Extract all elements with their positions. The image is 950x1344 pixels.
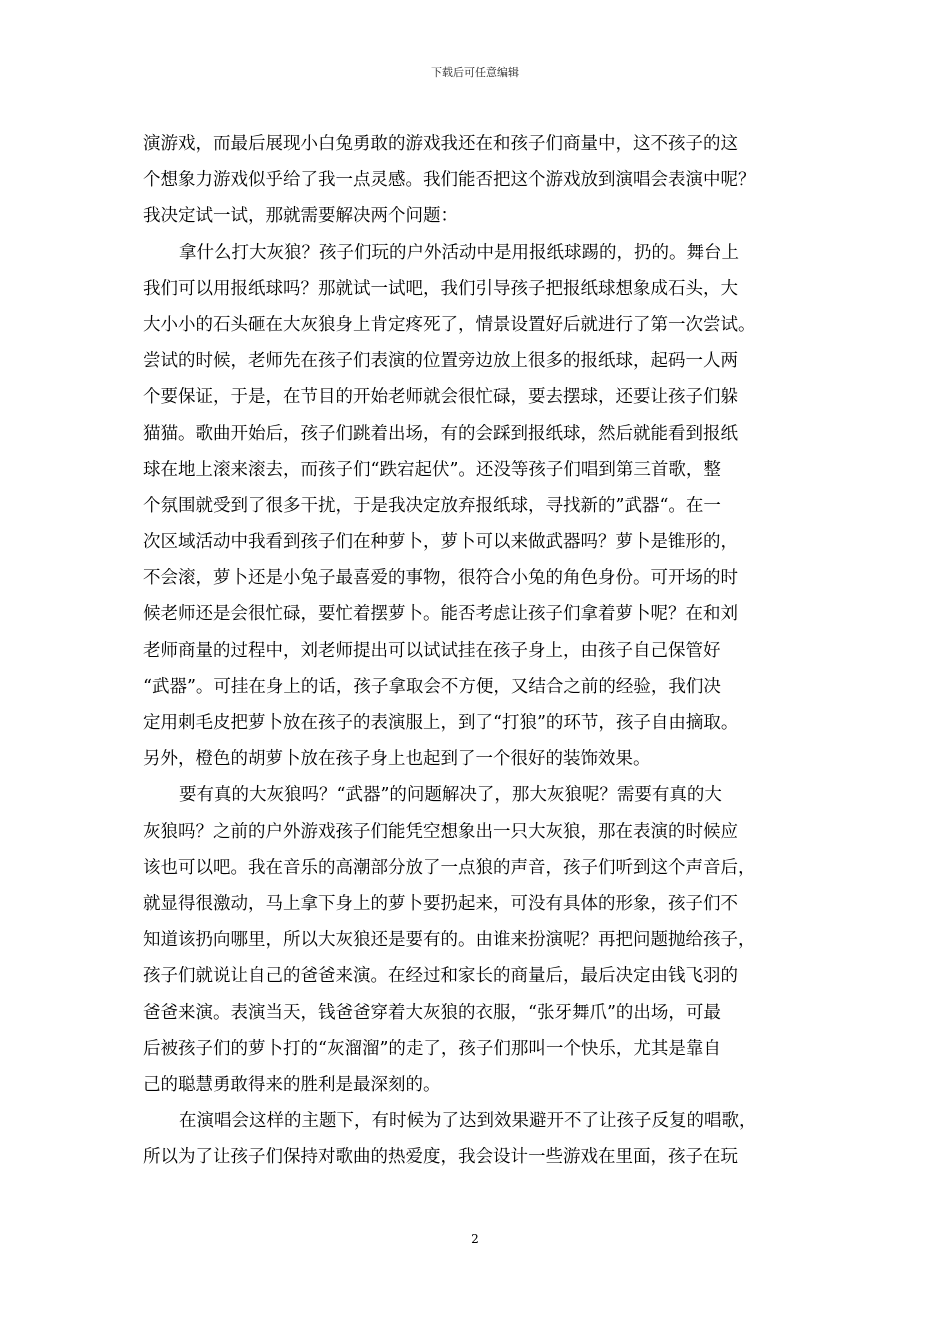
- text-line: 不会滚，萝卜还是小兔子最喜爱的事物，很符合小兔的角色身份。可开场的时: [143, 568, 738, 589]
- text-line: 知道该扔向哪里，所以大灰狼还是要有的。由谁来扮演呢？再把问题抛给孩子，: [143, 930, 756, 951]
- text-line: 候老师还是会很忙碌，要忙着摆萝卜。能否考虑让孩子们拿着萝卜呢？在和刘: [143, 604, 738, 625]
- text-line: 己的聪慧勇敢得来的胜利是最深刻的。: [143, 1074, 441, 1095]
- paragraph: [143, 235, 809, 778]
- text-line: 我决定试一试，那就需要解决两个问题：: [143, 206, 458, 227]
- text-line: 个要保证，于是，在节目的开始老师就会很忙碌，要去摆球，还要让孩子们躲: [143, 387, 738, 408]
- text-line: 后被孩子们的萝卜打的“灰溜溜”的走了，孩子们那叫一个快乐，尤其是靠自: [143, 1038, 721, 1059]
- text-line: 我们可以用报纸球吗？那就试一试吧，我们引导孩子把报纸球想象成石头，大: [143, 278, 738, 299]
- text-line: 在演唱会这样的主题下，有时候为了达到效果避开不了让孩子反复的唱歌，: [179, 1111, 757, 1132]
- text-line: 另外，橙色的胡萝卜放在孩子身上也起到了一个很好的装饰效果。: [143, 749, 651, 770]
- text-line: 定用刺毛皮把萝卜放在孩子的表演服上，到了“打狼”的环节，孩子自由摘取。: [143, 713, 739, 733]
- text-line: 孩子们就说让自己的爸爸来演。在经过和家长的商量后，最后决定由钱飞羽的: [143, 966, 738, 987]
- page-number: 2: [471, 1232, 479, 1246]
- text-line: 球在地上滚来滚去，而孩子们“跌宕起伏”。还没等孩子们唱到第三首歌，整: [143, 459, 721, 480]
- text-line: 该也可以吧。我在音乐的高潮部分放了一点狼的声音，孩子们听到这个声音后，: [143, 857, 756, 878]
- text-line: “武器”。可挂在身上的话，孩子拿取会不方便，又结合之前的经验，我们决: [143, 676, 721, 697]
- paragraph: [143, 1103, 809, 1175]
- text-line: 猫猫。歌曲开始后，孩子们跳着出场，有的会踩到报纸球，然后就能看到报纸: [143, 423, 738, 444]
- text-line: 尝试的时候，老师先在孩子们表演的位置旁边放上很多的报纸球，起码一人两: [143, 351, 738, 372]
- text-line: 爸爸来演。表演当天，钱爸爸穿着大灰狼的衣服，“张牙舞爪”的出场，可最: [143, 1002, 721, 1023]
- document-body: [143, 126, 809, 1175]
- page-header: 下载后可任意编辑: [431, 66, 519, 79]
- paragraph: [143, 126, 809, 235]
- text-line: 老师商量的过程中，刘老师提出可以试试挂在孩子身上，由孩子自己保管好: [143, 640, 721, 661]
- text-line: 个氛围就受到了很多干扰，于是我决定放弃报纸球，寻找新的”武器“。在一: [143, 495, 721, 516]
- text-line: 灰狼吗？之前的户外游戏孩子们能凭空想象出一只大灰狼，那在表演的时候应: [143, 821, 738, 842]
- text-line: 所以为了让孩子们保持对歌曲的热爱度，我会设计一些游戏在里面，孩子在玩: [143, 1147, 738, 1168]
- text-line: 就显得很激动，马上拿下身上的萝卜要扔起来，可没有具体的形象，孩子们不: [143, 893, 738, 914]
- text-line: 拿什么打大灰狼？孩子们玩的户外活动中是用报纸球踢的，扔的。舞台上: [179, 242, 739, 263]
- text-line: 大小小的石头砸在大灰狼身上肯定疼死了，情景设置好后就进行了第一次尝试。: [143, 314, 756, 335]
- text-line: 次区域活动中我看到孩子们在种萝卜，萝卜可以来做武器吗？萝卜是锥形的，: [143, 532, 738, 553]
- text-line: 要有真的大灰狼吗？“武器”的问题解决了，那大灰狼呢？需要有真的大: [179, 785, 722, 806]
- text-line: 个想象力游戏似乎给了我一点灵感。我们能否把这个游戏放到演唱会表演中呢？: [143, 170, 756, 191]
- text-line: 演游戏，而最后展现小白兔勇敢的游戏我还在和孩子们商量中，这不孩子的这: [143, 134, 738, 154]
- paragraph: [143, 777, 809, 1103]
